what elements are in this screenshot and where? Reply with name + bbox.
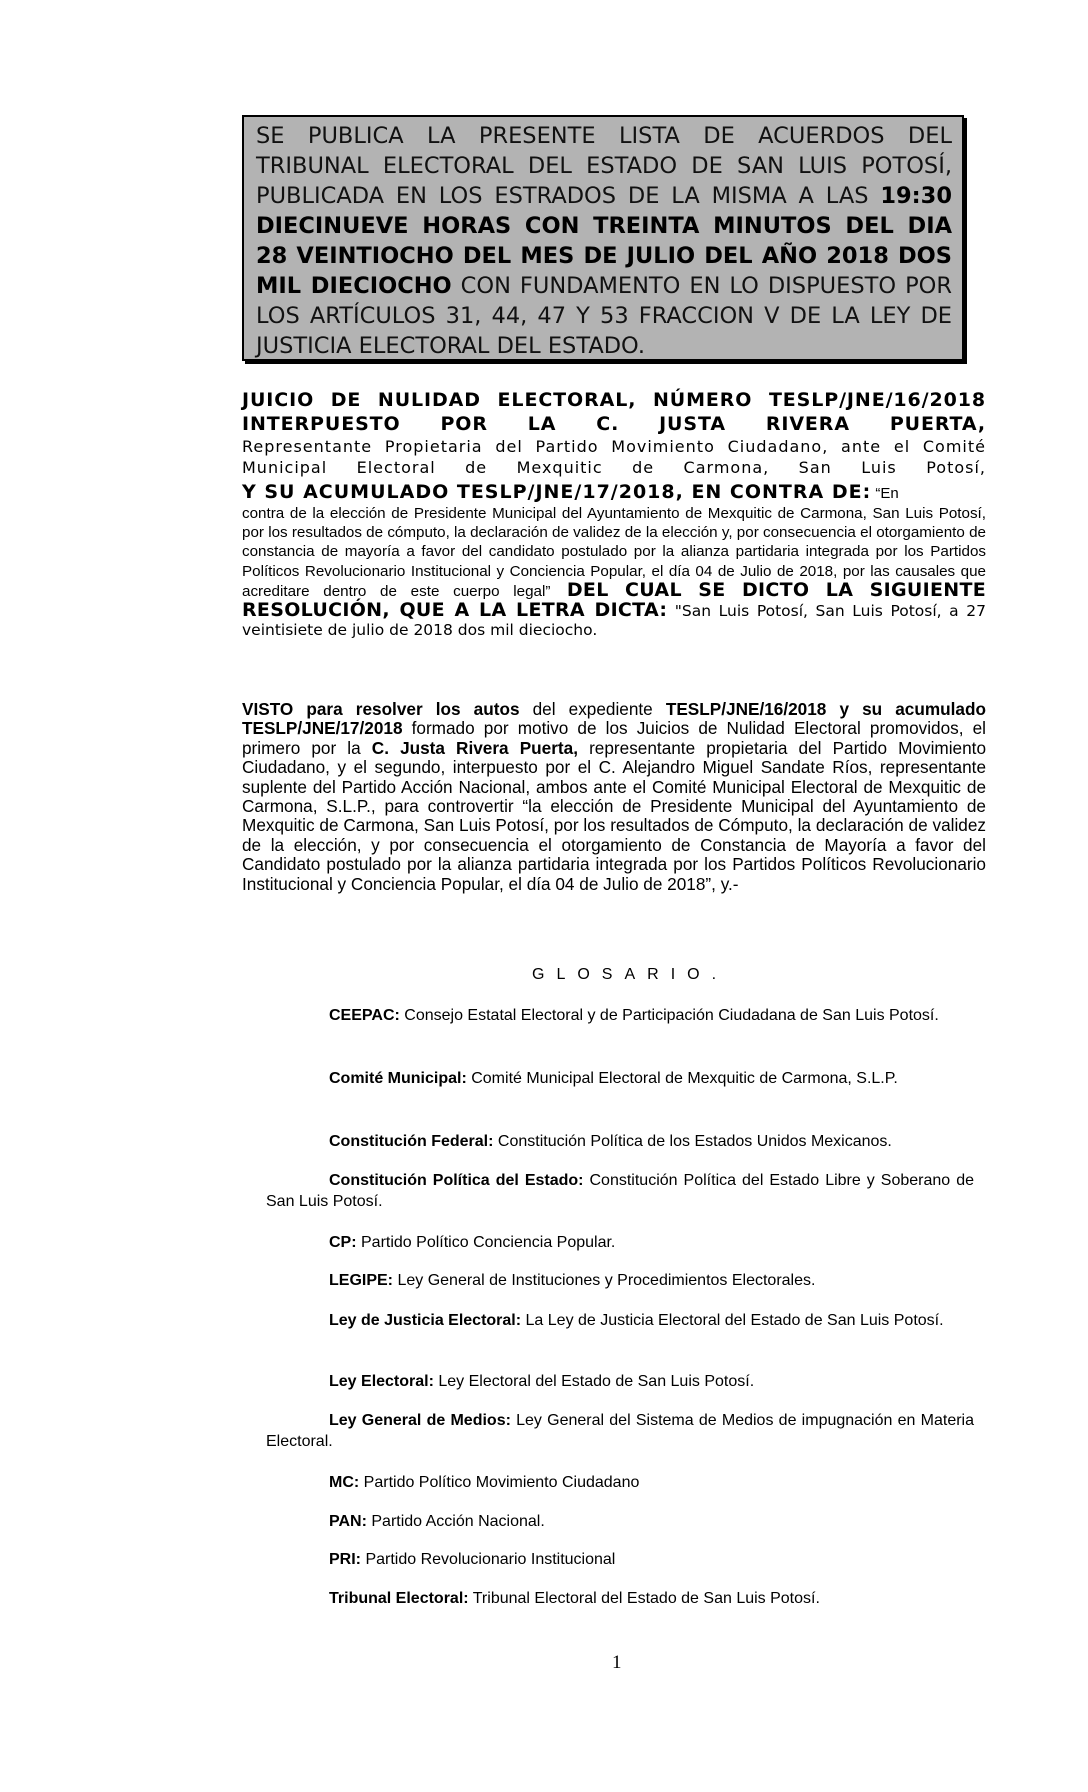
notice-text-datetime: 19:30 DIECINUEVE HORAS CON TREINTA MINUTOS DEL DIA 28 VEINTIOCHO DEL MES DE JULIO DEL AÑO 2018 DOS MIL DIECIOCHO — [256, 183, 952, 299]
case-heading: JUICIO DE NULIDAD ELECTORAL, NÚMERO TESLP/JNE/16/2018 INTERPUESTO POR LA C. JUSTA RIVERA PUERTA, — [242, 389, 986, 435]
glossary-entry — [266, 1410, 974, 1452]
glossary-definition: Ley General de Instituciones y Procedimientos Electorales. — [393, 1272, 816, 1289]
glossary-entry — [266, 1232, 974, 1253]
glossary-entry — [266, 1170, 974, 1212]
glossary-entry — [266, 1371, 974, 1392]
accumulated-case-line — [242, 480, 986, 506]
glossary-term: Ley de Justicia Electoral: — [329, 1312, 522, 1329]
glossary-definition: Ley Electoral del Estado de San Luis Potosí. — [433, 1373, 755, 1390]
glossary-title: GLOSARIO. — [532, 966, 729, 983]
glossary-definition: La Ley de Justicia Electoral del Estado de San Luis Potosí. — [521, 1312, 944, 1329]
glossary-entry — [266, 1472, 974, 1493]
resolution-date-quote: "San Luis Potosí, San Luis Potosí, a 27 veintisiete de julio de 2018 dos mil dieciocho. — [242, 602, 986, 640]
visto-text-3: representante propietaria del Partido Movimiento Ciudadano, y el segundo, interpuesto por el C. Alejandro Miguel Sandate Ríos, representante suplente del Partido Acción Nacional, ambos ante el Comité Municipal Electoral de Mexquitic de Carmona, S.L.P., para controvertir “la elección de Presidente Municipal del Ayuntamiento de Mexquitic de Carmona, San Luis Potosí, por los resultados de Cómputo, la declaración de validez de la elección, y por consecuencia el otorgamiento de Constancia de Mayoría a favor del Candidato postulado por la alianza partidaria integrada por los Partidos Políticos Revolucionario Institucional y Conciencia Popular, el día 04 de Julio de 2018”, y.- — [242, 737, 987, 894]
glossary-definition: Tribunal Electoral del Estado de San Luis Potosí. — [468, 1590, 820, 1607]
glossary-term: Comité Municipal: — [329, 1070, 467, 1087]
challenge-quote-text: contra de la elección de Presidente Municipal del Ayuntamiento de Mexquitic de Carmona, San Luis Potosí, por los resultados de cómputo, la declaración de validez de la elección y, por consecuencia el otorgamiento de constancia de mayoría a favor del candidato postulado por la alianza partidaria integrada por los Partidos Políticos Revolucionario Institucional y Conciencia Popular, el día 04 de Julio de 2018, por las causales que acreditare dentro de este cuerpo legal” — [242, 505, 986, 600]
visto-promoter-name: C. Justa Rivera Puerta, — [371, 737, 578, 758]
glossary-entry — [266, 1270, 974, 1291]
glossary-entry — [266, 1310, 974, 1331]
quote-opening: “En — [871, 485, 899, 502]
glossary-definition: Partido Acción Nacional. — [366, 1513, 545, 1530]
glossary-entry — [266, 1005, 974, 1026]
notice-text-basis: CON FUNDAMENTO EN LO DISPUESTO POR LOS ARTÍCULOS 31, 44, 47 Y 53 FRACCION V DE LA LEY DE JUSTICIA ELECTORAL DEL ESTADO. — [256, 273, 952, 359]
glossary-entry — [266, 1588, 974, 1609]
visto-paragraph — [242, 700, 986, 894]
glossary-definition: Ley General del Sistema de Medios de impugnación en Materia Electoral. — [266, 1412, 974, 1450]
glossary-term: CP: — [329, 1234, 357, 1251]
visto-case-numbers: TESLP/JNE/16/2018 y su acumulado TESLP/JNE/17/2018 — [242, 699, 986, 739]
glossary-definition: Partido Político Conciencia Popular. — [356, 1234, 616, 1251]
page-number: 1 — [612, 1652, 622, 1673]
glossary-term: Tribunal Electoral: — [329, 1590, 469, 1607]
glossary-term: PAN: — [329, 1513, 367, 1530]
glossary-definition: Consejo Estatal Electoral y de Participación Ciudadana de San Luis Potosí. — [399, 1007, 939, 1024]
glossary-definition: Comité Municipal Electoral de Mexquitic de Carmona, S.L.P. — [466, 1070, 898, 1087]
resolution-lead: DEL CUAL SE DICTO LA SIGUIENTE RESOLUCIÓN, QUE A LA LETRA DICTA: — [242, 578, 986, 622]
glossary-term: PRI: — [329, 1551, 361, 1568]
representative-description: Representante Propietaria del Partido Movimiento Ciudadano, ante el Comité Municipal Electoral de Mexquitic de Carmona, San Luis Potosí, — [242, 437, 986, 477]
glossary-term: Ley General de Medios: — [329, 1412, 511, 1429]
notice-text-intro: SE PUBLICA LA PRESENTE LISTA DE ACUERDOS DEL TRIBUNAL ELECTORAL DEL ESTADO DE SAN LUIS POTOSÍ, PUBLICADA EN LOS ESTRADOS DE LA MISMA A LAS — [256, 123, 952, 209]
glossary-term: CEEPAC: — [329, 1007, 400, 1024]
glossary-entry — [266, 1131, 974, 1152]
glossary-term: Constitución Federal: — [329, 1133, 494, 1150]
glossary-definition: Constitución Política de los Estados Unidos Mexicanos. — [493, 1133, 892, 1150]
glossary-definition: Partido Revolucionario Institucional — [361, 1551, 616, 1568]
accumulated-case-text: Y SU ACUMULADO TESLP/JNE/17/2018, EN CONTRA DE: — [242, 481, 872, 503]
glossary-term: LEGIPE: — [329, 1272, 394, 1289]
publication-notice-box — [242, 115, 964, 361]
glossary-entry — [266, 1511, 974, 1532]
glossary-definition: Partido Político Movimiento Ciudadano — [359, 1474, 640, 1491]
visto-text-2: formado por motivo de los Juicios de Nulidad Electoral promovidos, el primero por la — [242, 718, 986, 758]
glossary-term: Ley Electoral: — [329, 1373, 434, 1390]
glossary-entry — [266, 1068, 974, 1089]
visto-lead: VISTO para resolver los autos — [242, 699, 520, 719]
glossary-entry — [266, 1549, 974, 1570]
glossary-term: MC: — [329, 1474, 360, 1491]
glossary-term: Constitución Política del Estado: — [329, 1172, 584, 1189]
glossary-definition: Constitución Política del Estado Libre y Soberano de San Luis Potosí. — [266, 1172, 974, 1210]
challenge-quote — [242, 504, 986, 640]
visto-text-1: del expediente — [519, 699, 666, 719]
